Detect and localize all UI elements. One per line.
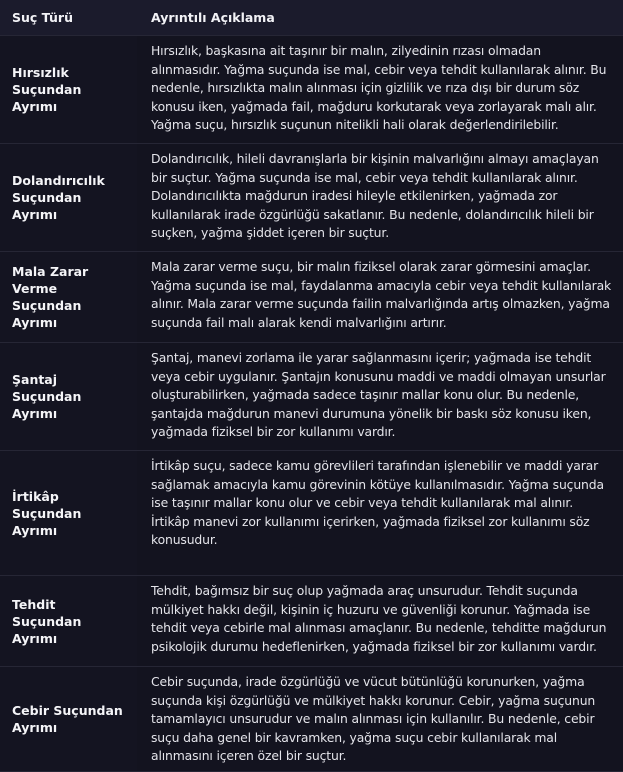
row-type-extortion: İrtikâp Suçundan Ayrımı [0, 451, 137, 576]
row-type-theft: Hırsızlık Suçundan Ayrımı [0, 36, 137, 144]
row-desc-theft: Hırsızlık, başkasına ait taşınır bir malın, zilyedinin rızası olmadan alınmasıdır. Yağma suçunda ise mal, cebir veya tehdit kullanılarak alınır. Bu nedenle, hırsızlıkta malın alınması için gizlilik ve rıza dışı bir durum söz konusu iken, yağmada fail, mağduru korkutarak veya zorlayarak malı alır. Yağma suçu, hırsızlık suçunun nitelikli hali olarak değerlendirilebilir. [137, 36, 623, 144]
row-desc-blackmail: Şantaj, manevi zorlama ile yarar sağlanmasını içerir; yağmada ise tehdit veya cebir uygulanır. Şantajın konusunu maddi ve maddi olmayan unsurlar oluşturabilirken, yağmada sadece taşınır mallar konu olur. Bu nedenle, şantajda mağdurun manevi durumuna yönelik bir baskı söz konusu iken, yağmada fiziksel bir zor kullanımı vardır. [137, 343, 623, 451]
header-description: Ayrıntılı Açıklama [137, 0, 623, 36]
row-type-threat: Tehdit Suçundan Ayrımı [0, 576, 137, 667]
row-type-coercion: Cebir Suçundan Ayrımı [0, 667, 137, 772]
row-desc-fraud: Dolandırıcılık, hileli davranışlarla bir kişinin malvarlığını almayı amaçlayan bir suçtur. Yağma suçunda ise mal, cebir veya tehdit kullanılarak alınır. Dolandırıcılıkta mağdurun iradesi hileyle etkilenirken, yağmada zor kullanılarak irade özgürlüğü sakatlanır. Bu nedenle, dolandırıcılık hileli bir suçken, yağma şiddet içeren bir suçtur. [137, 144, 623, 252]
row-type-blackmail: Şantaj Suçundan Ayrımı [0, 343, 137, 451]
row-desc-threat: Tehdit, bağımsız bir suç olup yağmada araç unsurudur. Tehdit suçunda mülkiyet hakkı değil, kişinin iç huzuru ve güvenliği korunur. Yağmada ise tehdit veya cebirle mal alınması amaçlanır. Bu nedenle, tehditte mağdurun psikolojik durumu hedeflenirken, yağmada fiziksel bir zor kullanımı vardır. [137, 576, 623, 667]
row-type-property-damage: Mala Zarar Verme Suçundan Ayrımı [0, 252, 137, 343]
row-type-fraud: Dolandırıcılık Suçundan Ayrımı [0, 144, 137, 252]
header-crime-type: Suç Türü [0, 0, 137, 36]
row-desc-property-damage: Mala zarar verme suçu, bir malın fiziksel olarak zarar görmesini amaçlar. Yağma suçunda ise mal, faydalanma amacıyla cebir veya tehdit kullanılarak alınır. Mala zarar verme suçunda failin malvarlığında artış olmazken, yağma suçunda fail malı alarak kendi malvarlığını artırır. [137, 252, 623, 343]
row-desc-extortion: İrtikâp suçu, sadece kamu görevlileri tarafından işlenebilir ve maddi yarar sağlamak amacıyla kamu görevinin kötüye kullanılmasıdır. Yağma suçunda ise taşınır mallar konu olur ve cebir veya tehdit kullanılarak mal alınır. İrtikâp manevi zor kullanımı içerirken, yağmada fiziksel zor kullanımı söz konusudur. [137, 451, 623, 576]
row-desc-coercion: Cebir suçunda, irade özgürlüğü ve vücut bütünlüğü korunurken, yağma suçunda kişi özgürlüğü ve mülkiyet hakkı korunur. Cebir, yağma suçunun tamamlayıcı unsurudur ve malın alınması için kullanılır. Bu nedenle, cebir suçu daha genel bir kavramken, yağma suçu cebir kullanılarak mal alınmasını içeren özel bir suçtur. [137, 667, 623, 772]
